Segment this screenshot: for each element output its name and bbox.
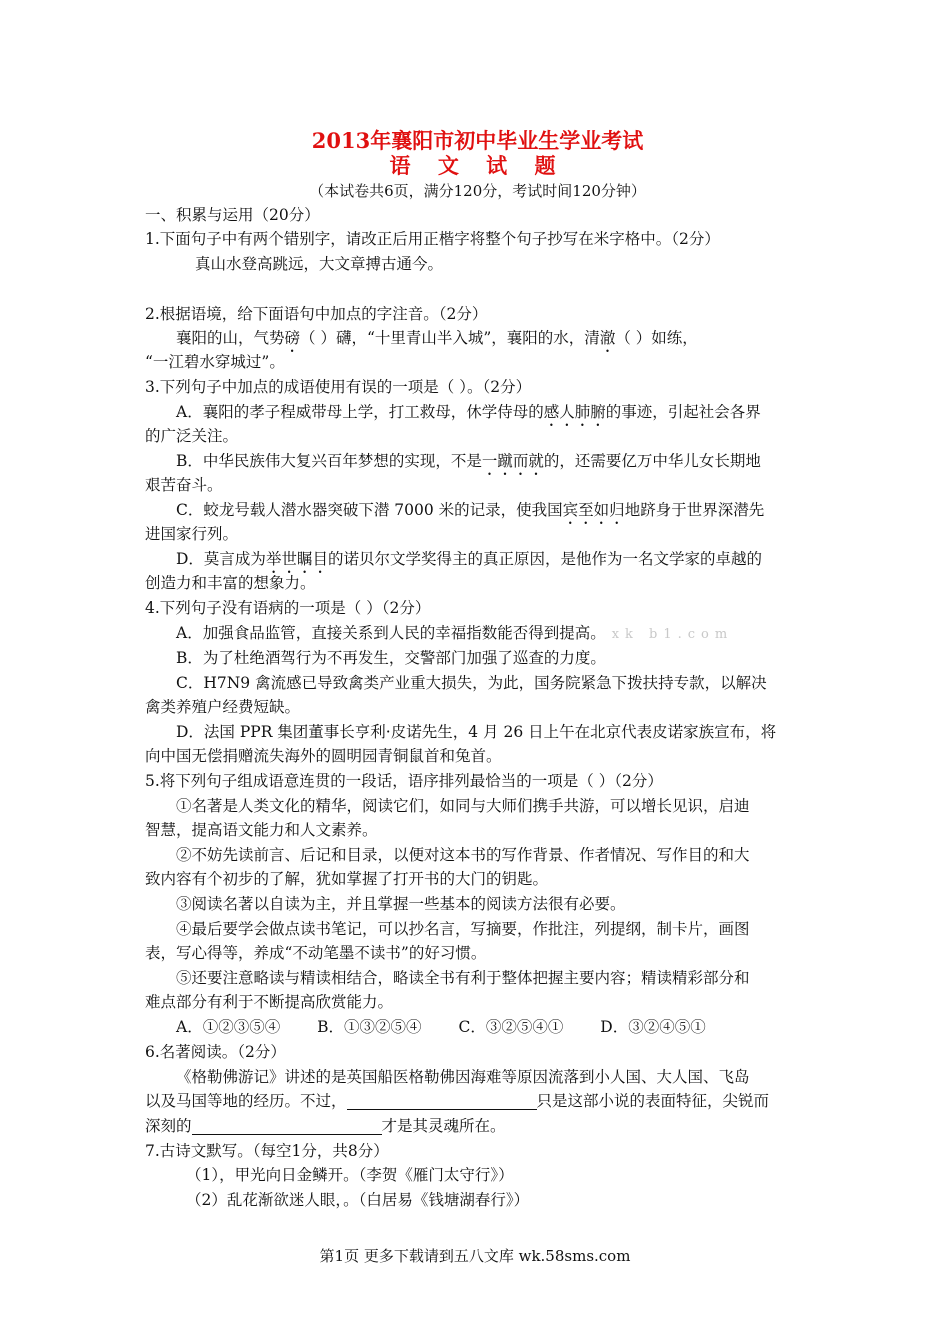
- q3-text: 的事迹，引起社会各界: [605, 403, 761, 421]
- q4-option-a: [145, 621, 810, 647]
- watermark: xk b1.com: [611, 627, 734, 642]
- q4-option-c: C．H7N9 禽流感已导致禽类产业重大损失，为此，国务院紧急下拨扶持专款，以解决: [176, 674, 767, 692]
- exam-title: 2013年襄阳市初中毕业生学业考试: [311, 128, 644, 153]
- q3-option-c-cont: 进国家行列。: [145, 525, 239, 543]
- q3-text: B．中华民族伟大复兴百年梦想的实现，不是: [176, 452, 482, 470]
- q3-idiom: 举世瞩目: [265, 550, 328, 568]
- q6-para-3: [145, 1114, 810, 1139]
- q3-text: D．莫言成为: [176, 550, 266, 568]
- q3-text: C．蛟龙号载人潜水器突破下潜 7000 米的记录，使我国: [176, 501, 563, 519]
- q3-text: 的，还需要亿万中华儿女长期地: [543, 452, 761, 470]
- q1-sentence: 真山水登高跳远，大文章搏古通今。: [195, 255, 444, 273]
- q3-idiom: 宾至如归: [562, 501, 625, 519]
- q2-prompt: 2.根据语境，给下面语句中加点的字注音。（2分）: [145, 305, 488, 323]
- exam-intro: （本试卷共6页，满分120分，考试时间120分钟）: [309, 182, 646, 200]
- q1-prompt: 1.下面句子中有两个错别字，请改正后用正楷字将整个句子抄写在米字格中。（2分）: [145, 230, 720, 248]
- q3-option-a-cont: 的广泛关注。: [145, 427, 239, 445]
- q7-line-1: （1），甲光向日金鳞开。（李贺《雁门太守行》）: [186, 1166, 514, 1184]
- q2-text: 襄阳的山，气势: [176, 329, 285, 347]
- q3-idiom: 一蹴而就: [481, 452, 544, 470]
- q6-text: 深刻的: [145, 1117, 192, 1135]
- q4-option-d-cont: 向中国无偿捐赠流失海外的圆明园青铜鼠首和兔首。: [145, 747, 502, 765]
- q4-option-c-cont: 禽类养殖户经费短缺。: [145, 698, 301, 716]
- q6-answer-blank-1[interactable]: [347, 1091, 537, 1110]
- exam-subtitle: 语 文 试 题: [389, 153, 566, 178]
- q7-line-2: （2）乱花渐欲迷人眼，。（白居易《钱塘湖春行》）: [186, 1191, 530, 1209]
- q5-sentence-1-cont: 智慧，提高语文能力和人文素养。: [145, 821, 378, 839]
- q2-text: （ ）如练，: [615, 329, 698, 347]
- q5-sentence-5: ⑤还要注意略读与精读相结合，略读全书有利于整体把握主要内容；精读精彩部分和: [176, 969, 750, 987]
- q3-text: 地跻身于世界深潜先: [624, 501, 765, 519]
- q4-option-b: B．为了杜绝酒驾行为不再发生，交警部门加强了巡查的力度。: [176, 649, 606, 667]
- q2-text: （ ）礴，“十里青山半入城”，襄阳的水，清: [300, 329, 600, 347]
- q7-prompt: 7.古诗文默写。（每空1分，共8分）: [145, 1142, 389, 1160]
- q6-para-2: [145, 1089, 810, 1114]
- q5-option-d: D．③②④⑤①: [600, 1018, 706, 1036]
- q4-prompt: 4.下列句子没有语病的一项是（ ）（2分）: [145, 599, 431, 617]
- q5-sentence-2-cont: 致内容有个初步的了解，犹如掌握了打开书的大门的钥匙。: [145, 870, 549, 888]
- q6-text: 才是其灵魂所在。: [381, 1117, 506, 1135]
- page-footer: 第1页 更多下载请到五八文库 wk.58sms.com: [319, 1247, 631, 1265]
- q3-option-b-cont: 艰苦奋斗。: [145, 476, 223, 494]
- q5-sentence-4: ④最后要学会做点读书笔记，可以抄名言，写摘要，作批注，列提纲，制卡片，画图: [176, 920, 750, 938]
- q5-options: [145, 1015, 841, 1040]
- q6-text: 只是这部小说的表面特征，尖锐而: [536, 1092, 770, 1110]
- q2-dotted-char: 磅: [284, 329, 301, 347]
- q3-text: A．襄阳的孝子程威带母上学，打工救母，休学侍母的: [176, 403, 544, 421]
- q3-prompt: 3.下列句子中加点的成语使用有误的一项是（ ）。（2分）: [145, 378, 532, 396]
- q5-sentence-3: ③阅读名著以自读为主，并且掌握一些基本的阅读方法很有必要。: [176, 895, 626, 913]
- q4-option-d: D．法国 PPR 集团董事长亨利·皮诺先生，4 月 26 日上午在北京代表皮诺家族宣布，将: [176, 723, 777, 741]
- q5-option-a: A．①②③⑤④: [176, 1018, 281, 1036]
- q4-text: A．加强食品监管，直接关系到人民的幸福指数能否得到提高。: [176, 624, 606, 642]
- q5-sentence-5-cont: 难点部分有利于不断提高欣赏能力。: [145, 993, 394, 1011]
- q3-option-d-cont: 创造力和丰富的想象力。: [145, 574, 316, 592]
- section-heading: 一、积累与运用（20分）: [145, 206, 320, 224]
- q6-text: 以及马国等地的经历。不过，: [145, 1092, 347, 1110]
- q2-line2: “一江碧水穿城过”。: [145, 353, 285, 371]
- q3-idiom: 感人肺腑: [543, 403, 606, 421]
- q6-prompt: 6.名著阅读。（2分）: [145, 1043, 286, 1061]
- q6-answer-blank-2[interactable]: [192, 1116, 382, 1135]
- q5-option-c: C．③②⑤④①: [458, 1018, 564, 1036]
- q2-dotted-char: 澈: [599, 329, 616, 347]
- q6-para-1: 《格勒佛游记》讲述的是英国船医格勒佛因海难等原因流落到小人国、大人国、飞岛: [176, 1068, 750, 1086]
- q5-prompt: 5.将下列句子组成语意连贯的一段话，语序排列最恰当的一项是（ ）（2分）: [145, 772, 663, 790]
- q5-option-b: B．①③②⑤④: [317, 1018, 422, 1036]
- q5-sentence-1: ①名著是人类文化的精华，阅读它们，如同与大师们携手共游，可以增长见识，启迪: [176, 797, 750, 815]
- q5-sentence-4-cont: 表，写心得等，养成“不动笔墨不读书”的好习惯。: [145, 944, 487, 962]
- q3-text: 的诺贝尔文学奖得主的真正原因，是他作为一名文学家的卓越的: [327, 550, 762, 568]
- q5-sentence-2: ②不妨先读前言、后记和目录，以便对这本书的写作背景、作者情况、写作目的和大: [176, 846, 750, 864]
